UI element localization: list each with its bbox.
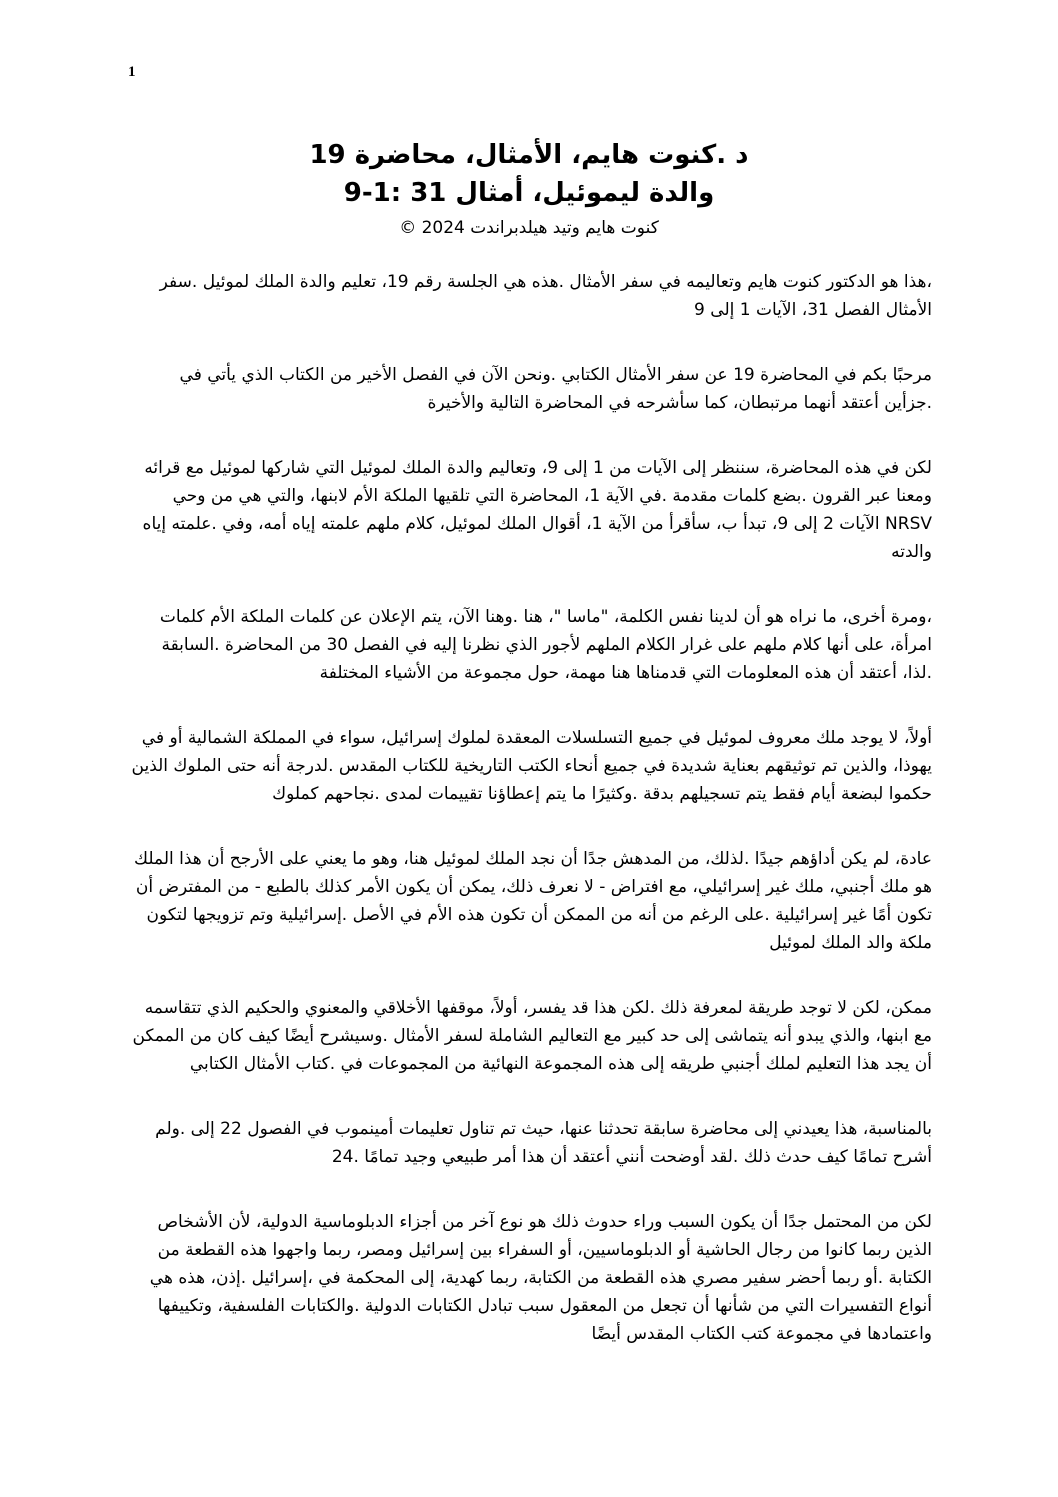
document-title-line-1: د .كنوت هايم، الأمثال، محاضرة 19 (309, 140, 749, 170)
paragraph-7: ممكن، لكن لا توجد طريقة لمعرفة ذلك .لكن هذا قد يفسر، أولاً، موقفها الأخلاقي والمعنوي والحكيم الذي تتقاسمه مع ابنها، والذي يبدو أنه يتماشى إلى حد كبير مع التعاليم الشاملة لسفر الأمثال .وسيشرح أيضًا كيف كان من الممكن أن يجد هذا التعليم لملك أجنبي طريقه إلى هذه المجموعة النهائية من المجموعات في .كتاب الأمثال الكتابي (132, 998, 932, 1074)
copyright-line: كنوت هايم وتيد هيلدبراندت 2024 © (399, 218, 659, 238)
document-body (128, 268, 932, 1385)
paragraph-4: ،ومرة أخرى، ما نراه هو أن لدينا نفس الكلمة، "ماسا "، هنا .وهنا الآن، يتم الإعلان عن كلمات الملكة الأم كلمات امرأة، على أنها كلام ملهم على غرار الكلام الملهم لأجور الذي نظرنا إليه في الفصل 30 من المحاضرة .السابقة .لذا، أعتقد أن هذه المعلومات التي قدمناها هنا مهمة، حول مجموعة من الأشياء المختلفة (159, 607, 932, 683)
paragraph-3: لكن في هذه المحاضرة، سننظر إلى الآيات من 1 إلى 9، وتعاليم والدة الملك لموئيل التي شاركها لموئيل مع قرائه ومعنا عبر القرون .بضع كلمات مقدمة .في الآية 1، المحاضرة التي تلقيها الملكة الأم لابنها، والتي هي من وحي NRSV الآيات 2 إلى 9، تبدأ ب، سأقرأ من الآية 1، أقوال الملك لموئيل، كلام ملهم علمته إياه أمه، وفي .علمته إياه والدته (142, 458, 932, 562)
paragraph-2: مرحبًا بكم في المحاضرة 19 عن سفر الأمثال الكتابي .ونحن الآن في الفصل الأخير من الكتاب الذي يأتي في .جزأين أعتقد أنهما مرتبطان، كما سأشرحه في المحاضرة التالية والأخيرة (179, 365, 932, 413)
document-title-line-2: والدة ليموئيل، أمثال 31 :1-9 (343, 178, 715, 208)
paragraph-5: أولاً، لا يوجد ملك معروف لموئيل في جميع التسلسلات المعقدة لملوك إسرائيل، سواء في المملكة الشمالية أو في يهوذا، والذين تم توثيقهم بعناية شديدة في جميع أنحاء الكتب التاريخية للكتاب المقدس .لدرجة أنه حتى الملوك الذين حكموا لبضعة أيام فقط يتم تسجيلهم بدقة .وكثيرًا ما يتم إعطاؤنا تقييمات لمدى .نجاحهم كملوك (131, 728, 932, 804)
paragraph-9: لكن من المحتمل جدًا أن يكون السبب وراء حدوث ذلك هو نوع آخر من أجزاء الدبلوماسية الدولية، لأن الأشخاص الذين ربما كانوا من رجال الحاشية أو الدبلوماسيين، أو السفراء بين إسرائيل ومصر، ربما واجهوا هذه القطعة من الكتابة .أو ربما أحضر سفير مصري هذه القطعة من الكتابة، ربما كهدية، إلى المحكمة في ،إسرائيل .إذن، هذه هي أنواع التفسيرات التي من شأنها أن تجعل من المعقول سبب تبادل الكتابات الدولية .والكتابات الفلسفية، وتكييفها واعتمادها في مجموعة كتب الكتاب المقدس أيضًا (149, 1212, 932, 1344)
paragraph-1: ،هذا هو الدكتور كنوت هايم وتعاليمه في سفر الأمثال .هذه هي الجلسة رقم 19، تعليم والدة الملك لموئيل .سفر الأمثال الفصل 31، الآيات 1 إلى 9 (159, 272, 932, 320)
document-header (130, 136, 928, 242)
paragraph-6: عادة، لم يكن أداؤهم جيدًا .لذلك، من المدهش جدًا أن نجد الملك لموئيل هنا، وهو ما يعني على الأرجح أن هذا الملك هو ملك أجنبي، ملك غير إسرائيلي، مع افتراض - لا نعرف ذلك، يمكن أن يكون الأمر كذلك بالطبع - من المفترض أن تكون أمًا غير إسرائيلية .على الرغم من أنه من الممكن أن تكون هذه الأم في الأصل .إسرائيلية وتم تزويجها لتكون ملكة والد الملك لموئيل (134, 849, 932, 953)
paragraph-8: بالمناسبة، هذا يعيدني إلى محاضرة سابقة تحدثنا عنها، حيث تم تناول تعليمات أمينموب في الفصول 22 إلى .ولم أشرح تمامًا كيف حدث ذلك .لقد أوضحت أنني أعتقد أن هذا أمر طبيعي وجيد تمامًا .24 (155, 1119, 932, 1167)
page-number: 1 (128, 64, 136, 80)
